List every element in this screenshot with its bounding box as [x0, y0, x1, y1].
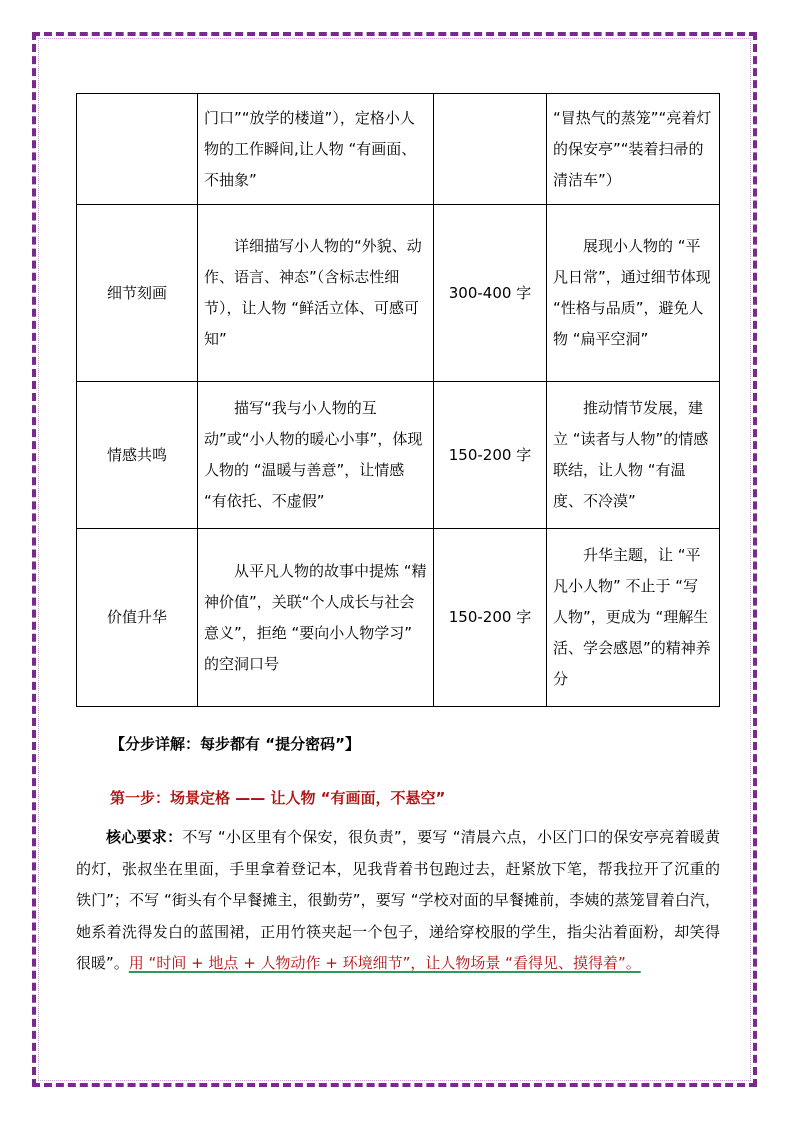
stage-effect: 展现小人物的 “平凡日常”，通过细节体现 “性格与品质”，避免人物 “扁平空洞”: [547, 205, 720, 382]
table-row: [77, 205, 720, 382]
stage-effect: 推动情节发展，建立 “读者与人物”的情感联结，让人物 “有温度、不冷漠”: [547, 382, 720, 529]
stage-effect: 升华主题，让 “平凡小人物” 不止于 “写人物”，更成为 “理解生活、学会感恩”的精神养分: [547, 529, 720, 707]
stage-name: 价值升华: [77, 529, 198, 707]
requirement-colon: ：: [167, 828, 183, 846]
stage-description: 详细描写小人物的“外貌、动作、语言、神态”（含标志性细节），让人物 “鲜活立体、可感可知”: [198, 205, 434, 382]
table-row: [77, 94, 720, 205]
stage-name: 情感共鸣: [77, 382, 198, 529]
step-heading: 第一步：场景定格 —— 让人物 “有画面，不悬空”: [110, 789, 446, 807]
section-heading: 【分步详解：每步都有 “提分密码”】: [110, 735, 360, 753]
word-count: [434, 94, 547, 205]
method-highlight: 用 “时间 + 地点 + 人物动作 + 环境细节”，让人物场景 “看得见、摸得着”。: [128, 954, 641, 972]
stage-description: 从平凡人物的故事中提炼 “精神价值”，关联“个人成长与社会意义”，拒绝 “要向小人物学习” 的空洞口号: [198, 529, 434, 707]
word-count: 150-200 字: [434, 382, 547, 529]
stage-description: 门口”“放学的楼道”），定格小人物的工作瞬间,让人物 “有画面、不抽象”: [198, 94, 434, 205]
stage-description: 描写“我与小人物的互动”或“小人物的暖心小事”，体现人物的 “温暖与善意”，让情感 “有依托、不虚假”: [198, 382, 434, 529]
stage-effect: “冒热气的蒸笼”“亮着灯的保安亭”“装着扫帚的清洁车”）: [547, 94, 720, 205]
stage-name: 细节刻画: [77, 205, 198, 382]
table-row: [77, 382, 720, 529]
writing-outline-table: [76, 93, 720, 707]
stage-name: [77, 94, 198, 205]
word-count: 150-200 字: [434, 529, 547, 707]
requirement-label: 核心要求: [106, 828, 168, 846]
requirement-text: 不写 “小区里有个保安，很负责”，要写 “清晨六点，小区门口的保安亭亮着暖黄的灯，张叔坐在里面，手里拿着登记本，见我背着书包跑过去，赶紧放下笔，帮我拉开了沉重的铁门”；不写 “街头有个早餐摊主，很勤劳”，要写 “学校对面的早餐摊前，李姨的蒸笼冒着白汽，她系着洗得发白的蓝围裙，正用竹筷夹起一个包子，递给穿校服的学生，指尖沾着面粉，却笑得很暖”。: [76, 828, 720, 972]
word-count: 300-400 字: [434, 205, 547, 382]
table-row: [77, 529, 720, 707]
body-paragraph: [76, 822, 720, 980]
